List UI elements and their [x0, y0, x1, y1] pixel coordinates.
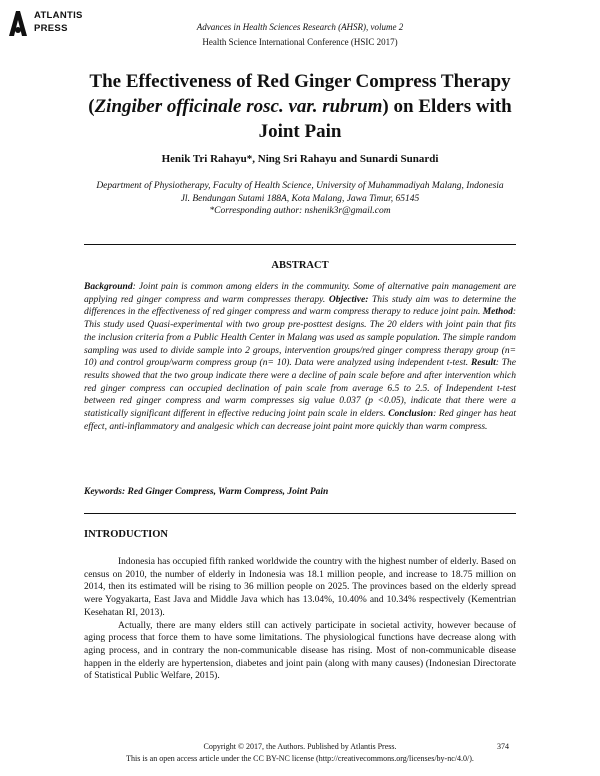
- logo-line-1: ATLANTIS: [34, 10, 83, 21]
- paper-title: The Effectiveness of Red Ginger Compress Therapy (Zingiber officinale rosc. var. rubrum) on Elders with Joint Pain: [88, 71, 512, 142]
- page-number: 374: [497, 742, 509, 751]
- introduction-body: [84, 556, 516, 683]
- keywords: Keywords: Red Ginger Compress, Warm Compress, Joint Pain: [84, 487, 329, 497]
- abstract-heading: ABSTRACT: [271, 260, 329, 271]
- logo-line-2: PRESS: [34, 23, 68, 34]
- license-notice: This is an open access article under the CC BY-NC license (http://creativecommons.org/licenses/by-nc/4.0/).: [126, 754, 474, 763]
- divider-top: [84, 244, 516, 245]
- conference-header: Health Science International Conference (HSIC 2017): [202, 37, 398, 47]
- intro-paragraph-2: Actually, there are many elders still can actively participate in societal activity, however because of aging process that force them to have some limitations. The physiological functions have decrease along with aging process, and in contrary the non-communicable disease has rising. Most of non-communicable disease happen in the elderly are hypertension, diabetes and joint pain (along with many causes) (Indonesian Directorate of Statistical Public Welfare, 2015).: [84, 620, 516, 682]
- journal-header: Advances in Health Sciences Research (AHSR), volume 2: [196, 22, 404, 32]
- affiliation: [90, 180, 510, 218]
- species-name: Zingiber officinale rosc. var. rubrum: [94, 96, 383, 117]
- author-list: Henik Tri Rahayu*, Ning Sri Rahayu and Sunardi Sunardi: [161, 153, 439, 165]
- copyright-notice: Copyright © 2017, the Authors. Published by Atlantis Press.: [203, 742, 397, 751]
- intro-paragraph-1: Indonesia has occupied fifth ranked worldwide the country with the highest number of elderly. Based on census on 2010, the number of elderly in Indonesia was 18.1 million people, and increase to 18.75 million on 2014, then its estimated will be rising to 36 million people on 2025. The provinces based on the elderly spread were Yogyakarta, East Java and Middle Java which has 13.04%, 10.40% and 10.34% respectively (Kementrian Kesehatan RI, 2013).: [84, 557, 516, 618]
- department: Department of Physiotherapy, Faculty of Health Science, University of Muhammadiyah Malang, Indonesia: [96, 181, 504, 191]
- corresponding-author: *Corresponding author: nshenik3r@gmail.com: [209, 206, 391, 217]
- address: Jl. Bendungan Sutami 188A, Kota Malang, Jawa Timur, 65145: [180, 193, 420, 204]
- abstract-body: Background: Joint pain is common among elders in the community. Some of alternative pain management are applying red ginger compress and warm compresses therapy. Objective: This study aim was to determine the differences in the effectiveness of red ginger compress and warm compress therapy to reduce joint pain. Method: This study used Quasi-experimental with two group pre-posttest designs. The 20 elders with joint pain that fits the inclusion criteria from a Public Health Center in Malang was used as sample population. The simple random sampling was used to divide sample into 2 groups, intervention groups/red ginger compress therapy group (n= 10) and control group/warm compress group (n= 10). Data were analyzed using independent t-test. Result: The results showed that the two group indicate there were a decline of pain scale before and after intervention which red ginger compress can occupied declination of pain scale from average 6.5 to 2.5. of Independent t-test between red ginger compress and warm compresses sig value 0.037 (p <0.05), indicate that there were a statistically significant different in effective reducing joint pain scale in elders. Conclusion: Red ginger has heat effect, anti-inflammatory and analgesic which can decrease joint paint more quickly than warm compress.: [84, 282, 517, 432]
- divider-bottom: [84, 513, 516, 514]
- introduction-heading: INTRODUCTION: [84, 529, 169, 540]
